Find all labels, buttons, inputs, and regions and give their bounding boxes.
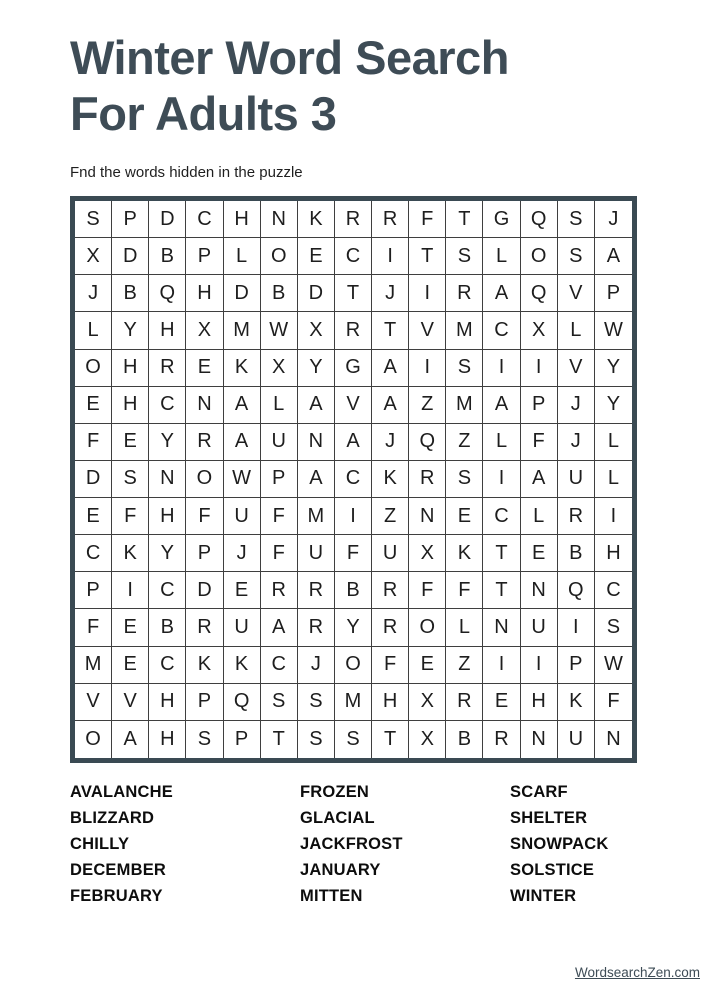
grid-cell-r8c4: O (186, 461, 223, 498)
grid-cell-r1c4: C (186, 201, 223, 238)
grid-cell-r3c4: H (186, 275, 223, 312)
grid-cell-r14c8: M (335, 684, 372, 721)
word-item: JACKFROST (300, 835, 403, 853)
grid-cell-r7c12: L (483, 424, 520, 461)
grid-cell-r14c12: E (483, 684, 520, 721)
page-title-line2: For Adults 3 (70, 87, 337, 140)
grid-cell-r5c6: X (261, 350, 298, 387)
grid-cell-r13c10: E (409, 647, 446, 684)
grid-cell-r2c11: S (446, 238, 483, 275)
grid-cell-r3c13: Q (521, 275, 558, 312)
grid-cell-r2c12: L (483, 238, 520, 275)
grid-cell-r9c6: F (261, 498, 298, 535)
page-title (70, 30, 637, 142)
grid-cell-r14c13: H (521, 684, 558, 721)
grid-cell-r7c4: R (186, 424, 223, 461)
grid-cell-r6c7: A (298, 387, 335, 424)
grid-cell-r13c9: F (372, 647, 409, 684)
grid-cell-r11c11: F (446, 572, 483, 609)
word-item: SOLSTICE (510, 861, 595, 879)
grid-cell-r8c5: W (224, 461, 261, 498)
grid-cell-r9c8: I (335, 498, 372, 535)
grid-cell-r14c10: X (409, 684, 446, 721)
grid-cell-r5c5: K (224, 350, 261, 387)
puzzle-grid-frame (70, 196, 637, 763)
word-list (70, 779, 637, 909)
grid-cell-r5c13: I (521, 350, 558, 387)
grid-cell-r8c1: D (75, 461, 112, 498)
grid-cell-r11c3: C (149, 572, 186, 609)
grid-cell-r3c1: J (75, 275, 112, 312)
grid-cell-r11c4: D (186, 572, 223, 609)
grid-cell-r2c8: C (335, 238, 372, 275)
grid-cell-r8c3: N (149, 461, 186, 498)
grid-cell-r1c5: H (224, 201, 261, 238)
grid-cell-r15c8: S (335, 721, 372, 758)
grid-cell-r15c4: S (186, 721, 223, 758)
grid-cell-r13c2: E (112, 647, 149, 684)
grid-cell-r11c1: P (75, 572, 112, 609)
grid-cell-r1c2: P (112, 201, 149, 238)
grid-cell-r12c5: U (224, 609, 261, 646)
grid-cell-r6c9: A (372, 387, 409, 424)
grid-cell-r12c14: I (558, 609, 595, 646)
grid-cell-r9c4: F (186, 498, 223, 535)
word-list-column-3 (510, 779, 637, 909)
grid-cell-r10c11: K (446, 535, 483, 572)
grid-cell-r14c2: V (112, 684, 149, 721)
grid-cell-r10c5: J (224, 535, 261, 572)
grid-cell-r15c9: T (372, 721, 409, 758)
grid-cell-r4c14: L (558, 312, 595, 349)
grid-cell-r4c9: T (372, 312, 409, 349)
grid-cell-r8c15: L (595, 461, 632, 498)
grid-cell-r3c10: I (409, 275, 446, 312)
grid-cell-r11c2: I (112, 572, 149, 609)
grid-cell-r14c11: R (446, 684, 483, 721)
grid-cell-r15c1: O (75, 721, 112, 758)
grid-cell-r3c7: D (298, 275, 335, 312)
grid-cell-r13c6: C (261, 647, 298, 684)
grid-cell-r3c8: T (335, 275, 372, 312)
word-item: WINTER (510, 887, 577, 905)
grid-cell-r7c7: N (298, 424, 335, 461)
grid-cell-r3c5: D (224, 275, 261, 312)
grid-cell-r2c15: A (595, 238, 632, 275)
grid-cell-r8c13: A (521, 461, 558, 498)
grid-cell-r13c14: P (558, 647, 595, 684)
footer-site-link[interactable]: WordsearchZen.com (574, 965, 700, 980)
grid-cell-r15c7: S (298, 721, 335, 758)
grid-cell-r3c11: R (446, 275, 483, 312)
grid-cell-r5c11: S (446, 350, 483, 387)
word-item: JANUARY (300, 861, 381, 879)
word-item: FEBRUARY (70, 887, 163, 905)
grid-cell-r2c5: L (224, 238, 261, 275)
grid-cell-r13c11: Z (446, 647, 483, 684)
grid-cell-r3c3: Q (149, 275, 186, 312)
grid-cell-r9c11: E (446, 498, 483, 535)
grid-cell-r14c5: Q (224, 684, 261, 721)
grid-cell-r2c9: I (372, 238, 409, 275)
grid-cell-r14c3: H (149, 684, 186, 721)
grid-cell-r11c8: B (335, 572, 372, 609)
grid-cell-r14c9: H (372, 684, 409, 721)
grid-cell-r12c9: R (372, 609, 409, 646)
grid-cell-r13c12: I (483, 647, 520, 684)
grid-cell-r9c10: N (409, 498, 446, 535)
grid-cell-r10c6: F (261, 535, 298, 572)
grid-cell-r12c10: O (409, 609, 446, 646)
grid-cell-r10c2: K (112, 535, 149, 572)
grid-cell-r12c13: U (521, 609, 558, 646)
grid-cell-r5c10: I (409, 350, 446, 387)
grid-cell-r1c14: S (558, 201, 595, 238)
grid-cell-r12c3: B (149, 609, 186, 646)
grid-cell-r15c5: P (224, 721, 261, 758)
grid-cell-r7c8: A (335, 424, 372, 461)
grid-cell-r11c14: Q (558, 572, 595, 609)
grid-cell-r9c9: Z (372, 498, 409, 535)
grid-cell-r6c13: P (521, 387, 558, 424)
grid-cell-r7c11: Z (446, 424, 483, 461)
grid-cell-r5c1: O (75, 350, 112, 387)
grid-cell-r11c7: R (298, 572, 335, 609)
grid-cell-r7c5: A (224, 424, 261, 461)
grid-cell-r13c7: J (298, 647, 335, 684)
grid-cell-r1c7: K (298, 201, 335, 238)
grid-cell-r12c15: S (595, 609, 632, 646)
grid-cell-r10c8: F (335, 535, 372, 572)
grid-cell-r6c10: Z (409, 387, 446, 424)
word-list-column-2 (300, 779, 510, 909)
grid-cell-r13c13: I (521, 647, 558, 684)
grid-cell-r8c12: I (483, 461, 520, 498)
grid-cell-r3c2: B (112, 275, 149, 312)
grid-cell-r9c1: E (75, 498, 112, 535)
grid-cell-r7c2: E (112, 424, 149, 461)
grid-cell-r9c7: M (298, 498, 335, 535)
grid-cell-r1c12: G (483, 201, 520, 238)
grid-cell-r3c9: J (372, 275, 409, 312)
grid-cell-r4c10: V (409, 312, 446, 349)
grid-cell-r10c1: C (75, 535, 112, 572)
grid-cell-r12c2: E (112, 609, 149, 646)
grid-cell-r2c13: O (521, 238, 558, 275)
grid-cell-r14c7: S (298, 684, 335, 721)
grid-cell-r15c14: U (558, 721, 595, 758)
grid-cell-r8c8: C (335, 461, 372, 498)
grid-cell-r8c10: R (409, 461, 446, 498)
grid-cell-r4c11: M (446, 312, 483, 349)
grid-cell-r1c8: R (335, 201, 372, 238)
grid-cell-r5c9: A (372, 350, 409, 387)
grid-cell-r4c7: X (298, 312, 335, 349)
grid-cell-r6c4: N (186, 387, 223, 424)
grid-cell-r1c13: Q (521, 201, 558, 238)
grid-cell-r13c5: K (224, 647, 261, 684)
grid-cell-r11c9: R (372, 572, 409, 609)
grid-cell-r15c10: X (409, 721, 446, 758)
grid-cell-r14c6: S (261, 684, 298, 721)
grid-cell-r14c1: V (75, 684, 112, 721)
grid-cell-r4c6: W (261, 312, 298, 349)
grid-cell-r14c4: P (186, 684, 223, 721)
grid-cell-r9c5: U (224, 498, 261, 535)
grid-cell-r5c4: E (186, 350, 223, 387)
grid-cell-r3c14: V (558, 275, 595, 312)
grid-cell-r15c12: R (483, 721, 520, 758)
grid-cell-r2c10: T (409, 238, 446, 275)
grid-cell-r5c2: H (112, 350, 149, 387)
grid-cell-r10c12: T (483, 535, 520, 572)
grid-cell-r4c3: H (149, 312, 186, 349)
grid-cell-r5c7: Y (298, 350, 335, 387)
grid-cell-r6c2: H (112, 387, 149, 424)
grid-cell-r9c2: F (112, 498, 149, 535)
word-item: SHELTER (510, 809, 588, 827)
grid-cell-r4c4: X (186, 312, 223, 349)
grid-cell-r12c8: Y (335, 609, 372, 646)
grid-cell-r4c1: L (75, 312, 112, 349)
grid-cell-r14c14: K (558, 684, 595, 721)
word-item: GLACIAL (300, 809, 375, 827)
grid-cell-r11c13: N (521, 572, 558, 609)
grid-cell-r11c5: E (224, 572, 261, 609)
grid-cell-r9c14: R (558, 498, 595, 535)
grid-cell-r6c5: A (224, 387, 261, 424)
grid-cell-r11c10: F (409, 572, 446, 609)
grid-cell-r2c6: O (261, 238, 298, 275)
puzzle-grid (75, 201, 632, 758)
grid-cell-r13c8: O (335, 647, 372, 684)
grid-cell-r15c11: B (446, 721, 483, 758)
grid-cell-r10c9: U (372, 535, 409, 572)
grid-cell-r10c10: X (409, 535, 446, 572)
grid-cell-r6c6: L (261, 387, 298, 424)
grid-cell-r6c8: V (335, 387, 372, 424)
grid-cell-r13c3: C (149, 647, 186, 684)
grid-cell-r12c1: F (75, 609, 112, 646)
grid-cell-r15c15: N (595, 721, 632, 758)
grid-cell-r5c8: G (335, 350, 372, 387)
grid-cell-r12c11: L (446, 609, 483, 646)
grid-cell-r10c15: H (595, 535, 632, 572)
grid-cell-r12c7: R (298, 609, 335, 646)
grid-cell-r3c12: A (483, 275, 520, 312)
grid-cell-r1c11: T (446, 201, 483, 238)
word-item: BLIZZARD (70, 809, 155, 827)
grid-cell-r15c6: T (261, 721, 298, 758)
grid-cell-r7c3: Y (149, 424, 186, 461)
grid-cell-r3c15: P (595, 275, 632, 312)
grid-cell-r8c6: P (261, 461, 298, 498)
grid-cell-r8c11: S (446, 461, 483, 498)
word-item: SNOWPACK (510, 835, 609, 853)
grid-cell-r4c12: C (483, 312, 520, 349)
grid-cell-r5c15: Y (595, 350, 632, 387)
grid-cell-r15c2: A (112, 721, 149, 758)
word-item: DECEMBER (70, 861, 167, 879)
grid-cell-r7c9: J (372, 424, 409, 461)
grid-cell-r9c13: L (521, 498, 558, 535)
grid-cell-r8c14: U (558, 461, 595, 498)
grid-cell-r2c3: B (149, 238, 186, 275)
grid-cell-r8c7: A (298, 461, 335, 498)
grid-cell-r11c15: C (595, 572, 632, 609)
grid-cell-r10c4: P (186, 535, 223, 572)
grid-cell-r8c9: K (372, 461, 409, 498)
grid-cell-r10c3: Y (149, 535, 186, 572)
grid-cell-r7c10: Q (409, 424, 446, 461)
page-title-line1: Winter Word Search (70, 31, 509, 84)
grid-cell-r8c2: S (112, 461, 149, 498)
word-list-column-1 (70, 779, 300, 909)
grid-cell-r6c15: Y (595, 387, 632, 424)
grid-cell-r15c3: H (149, 721, 186, 758)
grid-cell-r7c1: F (75, 424, 112, 461)
grid-cell-r4c13: X (521, 312, 558, 349)
grid-cell-r12c6: A (261, 609, 298, 646)
grid-cell-r2c7: E (298, 238, 335, 275)
word-item: MITTEN (300, 887, 363, 905)
grid-cell-r5c3: R (149, 350, 186, 387)
grid-cell-r4c5: M (224, 312, 261, 349)
grid-cell-r1c9: R (372, 201, 409, 238)
grid-cell-r5c12: I (483, 350, 520, 387)
grid-cell-r11c6: R (261, 572, 298, 609)
word-item: SCARF (510, 783, 568, 801)
grid-cell-r9c15: I (595, 498, 632, 535)
grid-cell-r6c11: M (446, 387, 483, 424)
grid-cell-r4c15: W (595, 312, 632, 349)
grid-cell-r12c12: N (483, 609, 520, 646)
grid-cell-r7c15: L (595, 424, 632, 461)
grid-cell-r12c4: R (186, 609, 223, 646)
grid-cell-r4c2: Y (112, 312, 149, 349)
grid-cell-r13c4: K (186, 647, 223, 684)
grid-cell-r1c3: D (149, 201, 186, 238)
grid-cell-r10c13: E (521, 535, 558, 572)
grid-cell-r15c13: N (521, 721, 558, 758)
grid-cell-r1c15: J (595, 201, 632, 238)
grid-cell-r9c12: C (483, 498, 520, 535)
grid-cell-r7c13: F (521, 424, 558, 461)
grid-cell-r7c14: J (558, 424, 595, 461)
grid-cell-r13c1: M (75, 647, 112, 684)
grid-cell-r2c4: P (186, 238, 223, 275)
grid-cell-r6c1: E (75, 387, 112, 424)
grid-cell-r2c14: S (558, 238, 595, 275)
grid-cell-r10c7: U (298, 535, 335, 572)
grid-cell-r1c10: F (409, 201, 446, 238)
grid-cell-r14c15: F (595, 684, 632, 721)
grid-cell-r4c8: R (335, 312, 372, 349)
grid-cell-r6c3: C (149, 387, 186, 424)
word-item: CHILLY (70, 835, 130, 853)
grid-cell-r2c2: D (112, 238, 149, 275)
instructions-text: Fnd the words hidden in the puzzle (70, 164, 303, 181)
grid-cell-r3c6: B (261, 275, 298, 312)
word-item: FROZEN (300, 783, 370, 801)
grid-cell-r1c1: S (75, 201, 112, 238)
grid-cell-r13c15: W (595, 647, 632, 684)
grid-cell-r9c3: H (149, 498, 186, 535)
grid-cell-r5c14: V (558, 350, 595, 387)
grid-cell-r11c12: T (483, 572, 520, 609)
grid-cell-r1c6: N (261, 201, 298, 238)
grid-cell-r2c1: X (75, 238, 112, 275)
grid-cell-r7c6: U (261, 424, 298, 461)
grid-cell-r6c12: A (483, 387, 520, 424)
grid-cell-r6c14: J (558, 387, 595, 424)
grid-cell-r10c14: B (558, 535, 595, 572)
word-item: AVALANCHE (70, 783, 173, 801)
